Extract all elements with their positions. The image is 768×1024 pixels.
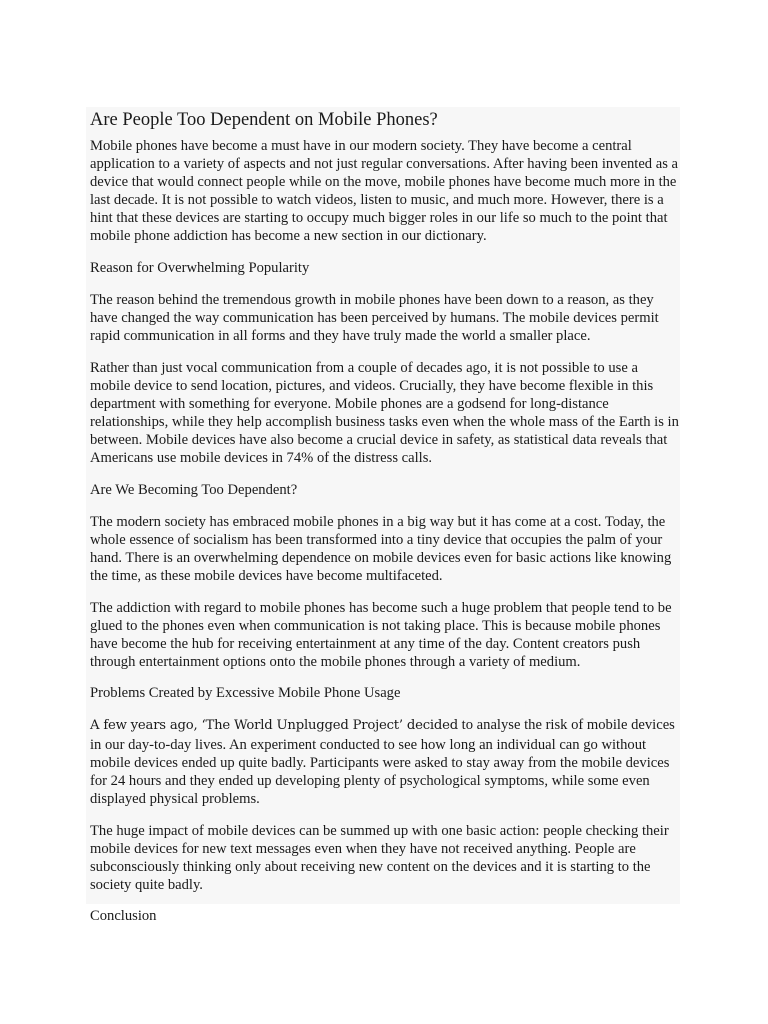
- section-heading-problems: Problems Created by Excessive Mobile Phone Usage: [90, 685, 401, 702]
- paragraph-problems-1: [90, 716, 682, 807]
- paragraph-popularity-2: Rather than just vocal communication from a couple of decades ago, it is not possible to use a mobile device to send location, pictures, and videos. Crucially, they have become flexible in this department with something for everyone. Mobile phones are a godsend for long-distance relationships, while they help accomplish business tasks even when the whole mass of the Earth is in between. Mobile devices have also become a crucial device in safety, as statistical data reveals that Americans use mobile devices in 74% of the distress calls.: [90, 359, 679, 467]
- paragraph-dependence-1: The modern society has embraced mobile phones in a big way but it has come at a cost. Today, the whole essence of socialism has been transformed into a tiny device that occupies the palm of your hand. There is an overwhelming dependence on mobile devices even for basic actions like knowing the time, as these mobile devices have become multifaceted.: [90, 513, 672, 584]
- paragraph-problems-1-lead: A few years ago, ‘The World Unplugged Project’ decided: [90, 718, 459, 734]
- page-title: Are People Too Dependent on Mobile Phones?: [90, 110, 438, 130]
- section-heading-popularity: Reason for Overwhelming Popularity: [90, 259, 310, 276]
- paragraph-popularity-1: The reason behind the tremendous growth in mobile phones have been down to a reason, as they have changed the way communication has been perceived by humans. The mobile devices permit rapid communication in all forms and they have truly made the world a smaller place.: [90, 291, 659, 344]
- section-heading-dependence: Are We Becoming Too Dependent?: [90, 481, 298, 498]
- paragraph-problems-1-rest: to analyse the risk of mobile devices in our day-to-day lives. An experiment conducted to see how long an individual can go without mobile devices ended up quite badly. Participants were asked to stay away from the mobile devices for 24 hours and they ended up developing plenty of psychological symptoms, while some even displayed physical problems.: [90, 717, 675, 807]
- paragraph-problems-2: The huge impact of mobile devices can be summed up with one basic action: people checking their mobile devices for new text messages even when they have not received anything. People are subconsciously thinking only about receiving new content on the devices and it is starting to the society quite badly.: [90, 822, 669, 894]
- intro-paragraph: Mobile phones have become a must have in our modern society. They have become a central application to a variety of aspects and not just regular conversations. After having been invented as a device that would connect people while on the move, mobile phones have become much more in the last decade. It is not possible to watch videos, listen to music, and much more. However, there is a hint that these devices are starting to occupy much bigger roles in our life so much to the point that mobile phone addiction has become a new section in our dictionary.: [90, 138, 679, 245]
- paragraph-dependence-2: The addiction with regard to mobile phones has become such a huge problem that people tend to be glued to the phones even when communication is not taking place. This is because mobile phones have become the hub for receiving entertainment at any time of the day. Content creators push through entertainment options onto the mobile phones through a variety of medium.: [90, 599, 672, 671]
- section-heading-conclusion: Conclusion: [90, 908, 157, 925]
- document-content: [90, 107, 682, 925]
